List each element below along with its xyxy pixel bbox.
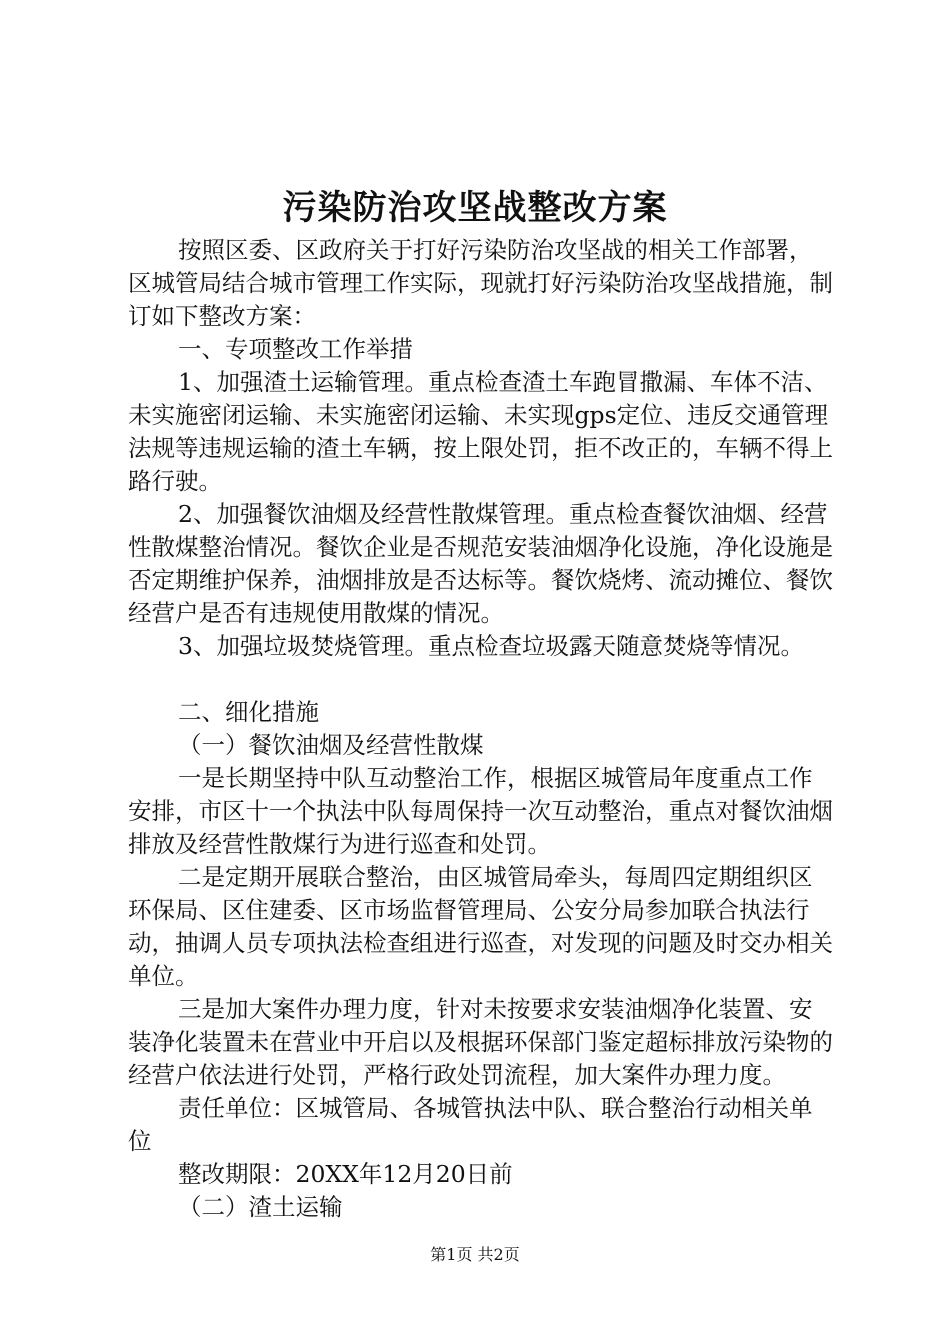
detail-paragraph-2: 二是定期开展联合整治，由区城管局牵头，每周四定期组织区环保局、区住建委、区市场监督管理局、公安分局参加联合执法行动，抽调人员专项执法检查组进行巡查，对发现的问题及时交办相关单位。 — [128, 863, 833, 990]
measure-paragraph-2: 2、加强餐饮油烟及经营性散煤管理。重点检查餐饮油烟、经营性散煤整治情况。餐饮企业是否规范安装油烟净化设施，净化设施是否定期维护保养，油烟排放是否达标等。餐饮烧烤、流动摊位、餐饮经营户是否有违规使用散煤的情况。 — [128, 500, 833, 627]
paragraph-spacer — [128, 663, 833, 696]
section-heading-1: 一、专项整改工作举措 — [178, 335, 413, 363]
subsection-heading-2: （二）渣土运输 — [178, 1193, 343, 1221]
subsection-heading-1: （一）餐饮油烟及经营性散煤 — [178, 731, 484, 759]
page-footer: 第1页 共2页 — [430, 1245, 520, 1264]
document-body — [128, 234, 833, 1224]
deadline: 整改期限：20XX年12月20日前 — [178, 1160, 513, 1188]
section-heading-2: 二、细化措施 — [178, 698, 319, 726]
responsible-units: 责任单位：区城管局、各城管执法中队、联合整治行动相关单位 — [128, 1094, 813, 1155]
detail-paragraph-3: 三是加大案件办理力度，针对未按要求安装油烟净化装置、安装净化装置未在营业中开启以及根据环保部门鉴定超标排放污染物的经营户依法进行处罚，严格行政处罚流程，加大案件办理力度。 — [128, 995, 833, 1089]
measure-paragraph-3: 3、加强垃圾焚烧管理。重点检查垃圾露天随意焚烧等情况。 — [178, 632, 804, 660]
document-title: 污染防治攻坚战整改方案 — [282, 188, 668, 228]
intro-paragraph: 按照区委、区政府关于打好污染防治攻坚战的相关工作部署，区城管局结合城市管理工作实际，现就打好污染防治攻坚战措施，制订如下整改方案： — [128, 236, 833, 330]
detail-paragraph-1: 一是长期坚持中队互动整治工作，根据区城管局年度重点工作安排，市区十一个执法中队每周保持一次互动整治，重点对餐饮油烟排放及经营性散煤行为进行巡查和处罚。 — [128, 764, 833, 858]
measure-paragraph-1: 1、加强渣土运输管理。重点检查渣土车跑冒撒漏、车体不洁、未实施密闭运输、未实施密闭运输、未实现gps定位、违反交通管理法规等违规运输的渣土车辆，按上限处罚，拒不改正的，车辆不得上路行驶。 — [128, 368, 833, 495]
